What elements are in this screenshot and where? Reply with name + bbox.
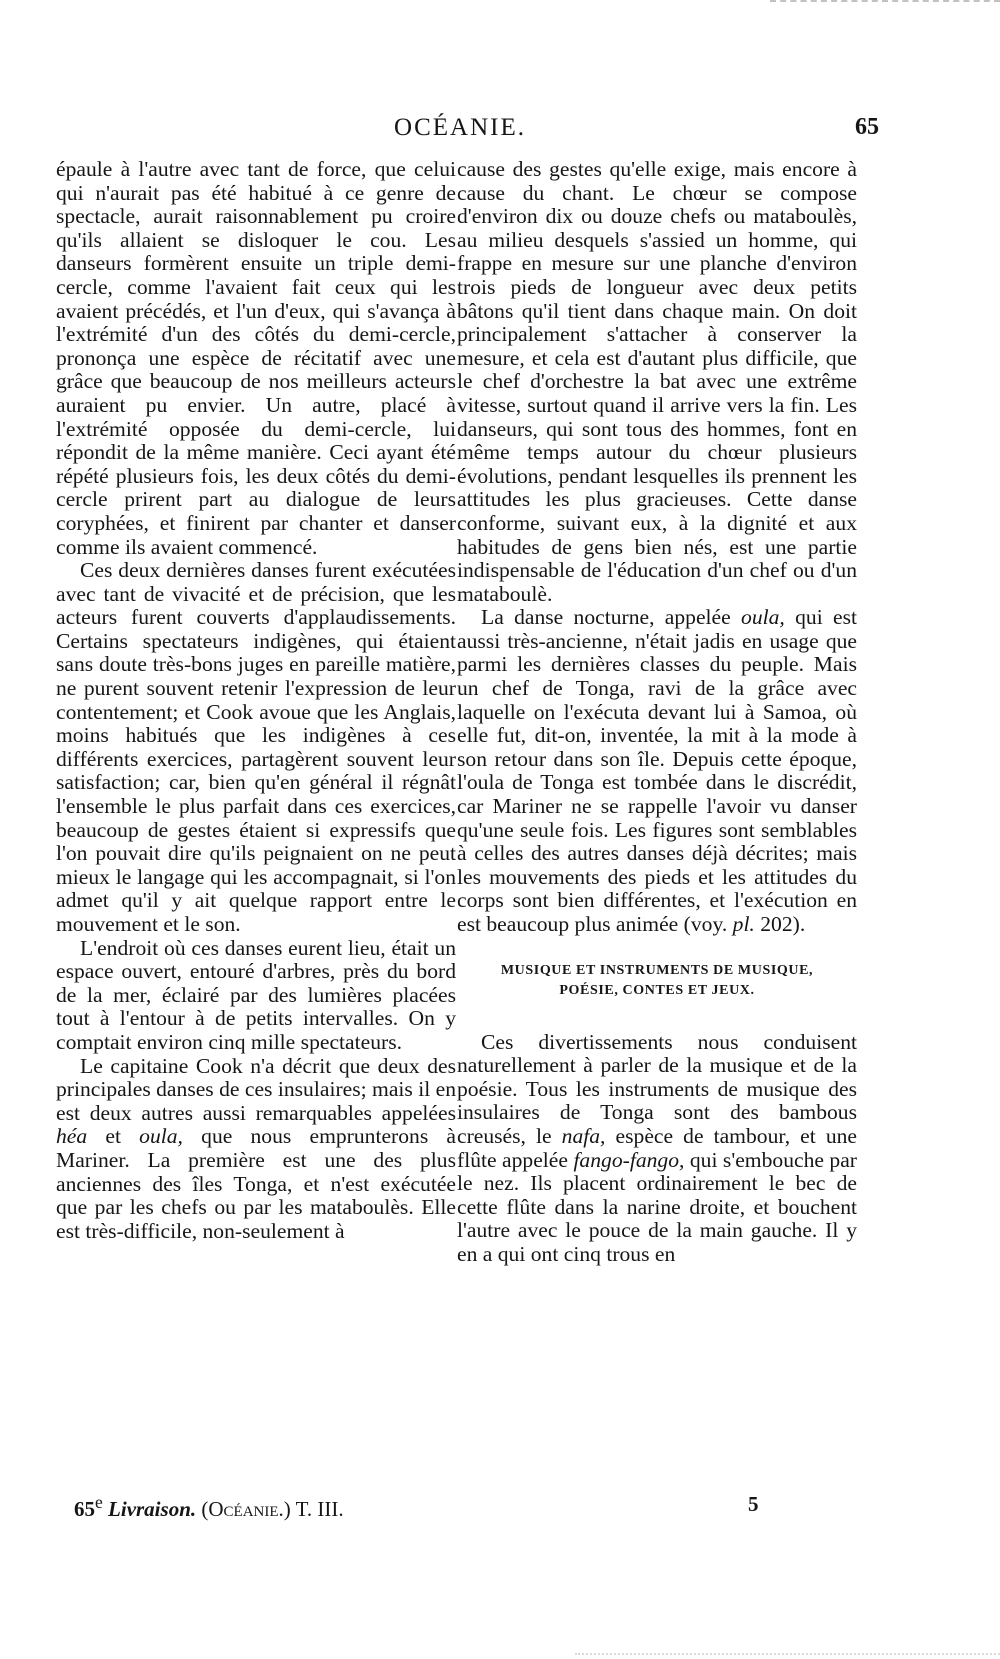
left-column: [56, 158, 456, 1243]
page-number: 65: [855, 114, 879, 140]
text-run: 202).: [754, 912, 806, 936]
section-heading-line-2: POÉSIE, CONTES ET JEUX.: [559, 982, 755, 998]
signature-superscript: e: [95, 1492, 103, 1512]
signature-number: 65: [74, 1497, 95, 1521]
term-hea: héa: [56, 1124, 88, 1149]
signature-line: [74, 1492, 344, 1522]
term-oula: oula,: [139, 1124, 183, 1149]
plate-abbrev: pl.: [732, 912, 755, 936]
sheet-number: 5: [748, 1492, 759, 1516]
paragraph-left-2: Ces deux dernières danses furent exécutées avec tant de vivacité et de précision, que les acteurs furent couverts d'applaudissements. Certains spectateurs indigènes, qui étaient sans doute très-bons juges en pareille matière, ne purent souvent retenir l'expression de leur contentement; et Cook avoue que les Anglais, moins habitués que les indigènes à ces différents exercices, partagèrent souvent leur satisfaction; car, bien qu'en général il régnât l'ensemble le plus parfait dans ces exercices, beaucoup de gestes étaient si expressifs que l'on pouvait dire qu'ils peignaient on ne peut mieux le langage qui les accompagnait, si l'on admet qu'il y ait quelque rapport entre le mouvement et le son.: [56, 558, 456, 936]
paragraph-right-2: [457, 606, 857, 936]
paragraph-right-1: cause des gestes qu'elle exige, mais encore à cause du chant. Le chœur se compose d'environ dix ou douze chefs ou mataboulès, au milieu desquels s'assied un homme, qui frappe en mesure sur une planche d'environ trois pieds de longueur avec deux petits bâtons qu'il tient dans chaque main. On doit principalement s'attacher à conserver la mesure, et cela est d'autant plus difficile, que le chef d'orchestre la bat avec une extrême vitesse, surtout quand il arrive vers la fin. Les danseurs, qui sont tous des hommes, font en même temps autour du chœur plusieurs évolutions, pendant lesquelles ils prennent les attitudes les plus gracieuses. Cette danse conforme, suivant eux, à la dignité et aux habitudes de gens bien nés, est une partie indispensable de l'éducation d'un chef ou d'un mataboulè.: [457, 157, 857, 606]
text-run: La danse nocturne, appelée: [481, 605, 742, 630]
signature-word: Livraison.: [108, 1497, 197, 1521]
right-column: [457, 158, 857, 1267]
text-run: qui s'embouche par le nez. Ils placent ordinairement le bec de cette flûte dans la narine droite, et bouchent l'autre avec le pouce de la main gauche. Il y en a qui ont cinq trous en: [457, 1147, 857, 1266]
scan-edge-marks: [770, 0, 1000, 5]
term-nafa: nafa,: [561, 1123, 606, 1148]
text-run: et: [87, 1124, 140, 1149]
text-run: que nous emprunterons à Mariner. La première est une des plus anciennes des îles Tonga, et n'est exécutée que par les chefs ou par les mataboulès. Elle est très-difficile, non-seulement à: [56, 1124, 456, 1243]
text-run: Ces divertissements nous conduisent naturellement à parler de la musique et de la poésie. Tous les instruments de musique des insulaires de Tonga sont des bambous creusés, le: [457, 1029, 857, 1148]
paragraph-right-3: [457, 1031, 857, 1267]
scan-bottom-marks: [575, 1653, 1000, 1657]
section-heading: [457, 961, 857, 1001]
paragraph-left-4: [56, 1055, 456, 1244]
paragraph-left-1: épaule à l'autre avec tant de force, que celui qui n'aurait pas été habitué à ce genre de spectacle, aurait raisonnablement pu croire qu'ils allaient se disloquer le cou. Les danseurs formèrent ensuite un triple demi-cercle, comme l'avaient fait ceux qui les avaient précédés, et l'un d'eux, qui s'avança à l'extrémité d'un des côtés du demi-cercle, prononça une espèce de récitatif avec une grâce que beaucoup de nos meilleurs acteurs auraient pu envier. Un autre, placé à l'extrémité opposée du demi-cercle, lui répondit de la même manière. Ceci ayant été répété plusieurs fois, les deux côtés du demi-cercle prirent part au dialogue de leurs coryphées, et finirent par chanter et danser comme ils avaient commencé.: [56, 157, 456, 559]
section-heading-line-1: MUSIQUE ET INSTRUMENTS DE MUSIQUE,: [500, 962, 814, 978]
text-run: espèce de tambour, et une flûte appelée: [457, 1123, 857, 1172]
text-run: Le capitaine Cook n'a décrit que deux des principales danses de ces insulaires; mais il en est deux autres aussi remarquables appelées: [56, 1053, 456, 1125]
paragraph-left-3: L'endroit où ces danses eurent lieu, était un espace ouvert, entouré d'arbres, près du bord de la mer, éclairé par des lumières placées tout à l'entour à de petits intervalles. On y comptait environ cinq mille spectateurs.: [56, 935, 456, 1054]
text-run: qui est aussi très-ancienne, n'était jadis en usage que parmi les dernières classes du peuple. Mais un chef de Tonga, ravi de la grâce avec laquelle on l'exécuta devant lui à Samoa, où elle fut, dit-on, inventée, la mit à la mode à son retour dans son île. Depuis cette époque, l'oula de Tonga est tombée dans le discrédit, car Mariner ne se rappelle l'avoir vu danser qu'une seule fois. Les figures sont semblables à celles des autres danses déjà décrites; mais les mouvements des pieds et les attitudes du corps sont bien différentes, et l'exécution en est beaucoup plus animée (voy.: [457, 605, 857, 936]
term-oula: oula,: [741, 605, 785, 630]
running-title: OCÉANIE.: [394, 114, 526, 141]
signature-volume: (Océanie.) T. III.: [201, 1497, 344, 1521]
term-fango-fango: fango-fango,: [573, 1147, 685, 1172]
